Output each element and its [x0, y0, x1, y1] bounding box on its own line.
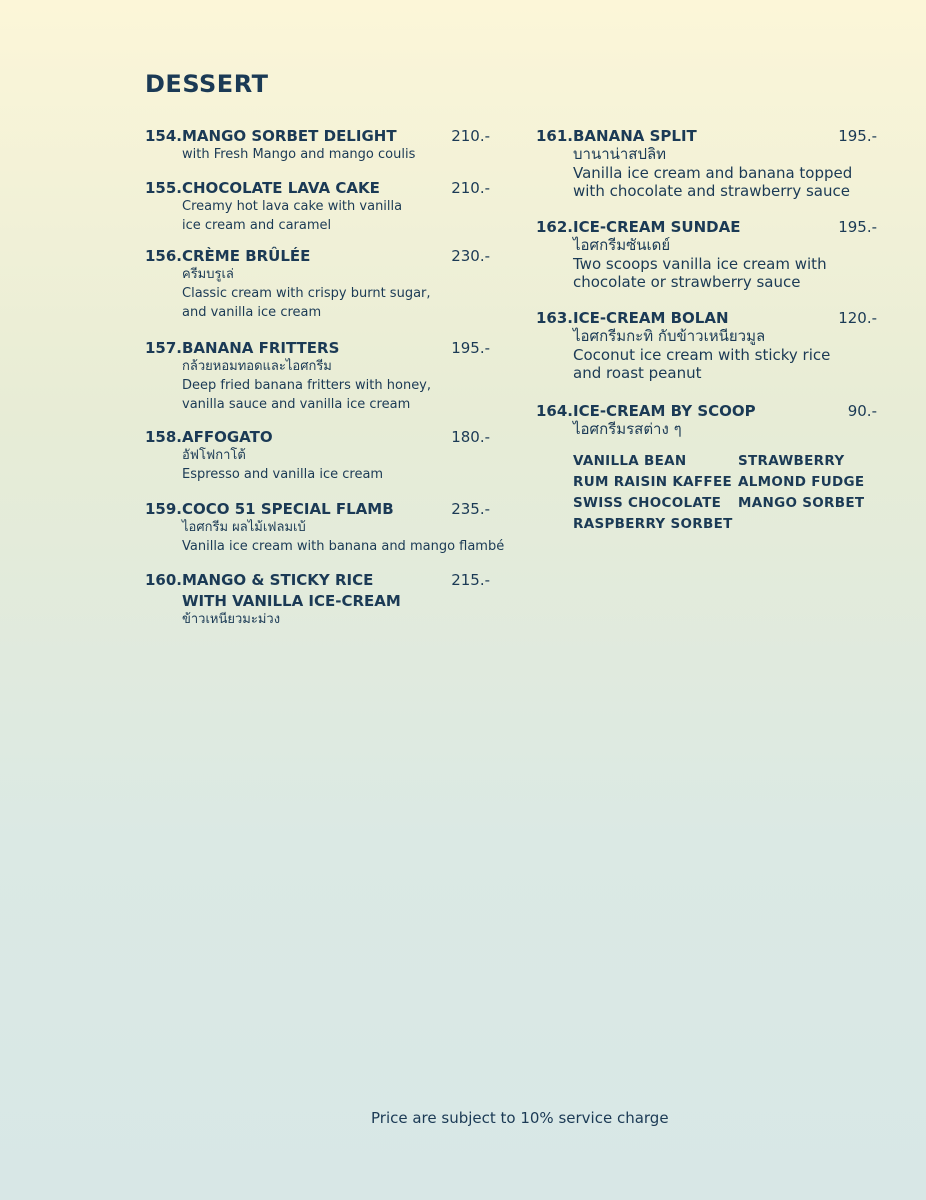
item-name: BANANA FRITTERS — [182, 339, 340, 357]
item-name: AFFOGATO — [182, 428, 273, 446]
item-number: 163. — [536, 309, 574, 327]
item-price: 195.- — [838, 127, 877, 145]
scoop-flavor: RUM RAISIN KAFFEE — [573, 474, 732, 490]
item-description-line: Two scoops vanilla ice cream with — [573, 254, 827, 273]
item-description-line: and roast peanut — [573, 364, 702, 382]
item-name: MANGO SORBET DELIGHT — [182, 127, 397, 145]
scoop-flavor: SWISS CHOCOLATE — [573, 495, 722, 511]
item-description-line: Deep fried banana fritters with honey, — [182, 378, 432, 393]
item-description-line: Vanilla ice cream and banana topped — [573, 163, 853, 182]
item-description-line: ครีมบรูเล่ — [182, 267, 234, 282]
item-description-line: with chocolate and strawberry sauce — [573, 182, 850, 200]
item-price: 180.- — [451, 428, 490, 446]
scoop-flavor: VANILLA BEAN — [573, 453, 687, 469]
item-name: CRÈME BRÛLÉE — [182, 247, 311, 265]
item-description-line: Classic cream with crispy burnt sugar, — [182, 286, 431, 301]
item-description-line: Vanilla ice cream with banana and mango flambé — [182, 539, 505, 554]
item-number: 162. — [536, 218, 574, 236]
item-number: 161. — [536, 127, 574, 145]
item-name: ICE-CREAM SUNDAE — [573, 218, 741, 236]
scoop-flavor: RASPBERRY SORBET — [573, 516, 733, 532]
item-number: 158. — [145, 428, 183, 446]
item-name-continued: WITH VANILLA ICE-CREAM — [182, 592, 401, 610]
item-description-line: บานาน่าสปลิท — [573, 145, 667, 163]
item-number: 164. — [536, 402, 574, 420]
item-description-line: กล้วยหอมทอดและไอศกรีม — [182, 359, 332, 374]
item-description-line: อัฟโฟกาโต้ — [182, 448, 246, 463]
item-description-line: ice cream and caramel — [182, 218, 332, 233]
item-name: BANANA SPLIT — [573, 127, 697, 145]
item-description-line: with Fresh Mango and mango coulis — [182, 147, 416, 162]
item-description-line: chocolate or strawberry sauce — [573, 273, 801, 291]
item-price: 215.- — [451, 571, 490, 589]
item-number: 155. — [145, 179, 183, 197]
item-description-line: ไอศกรีม ผลไม้เฟลมเบ้ — [182, 520, 306, 535]
item-description-line: vanilla sauce and vanilla ice cream — [182, 397, 411, 412]
item-number: 160. — [145, 571, 183, 589]
item-price: 195.- — [451, 339, 490, 357]
item-price: 120.- — [838, 309, 877, 327]
scoop-flavor: ALMOND FUDGE — [738, 474, 865, 490]
item-price: 230.- — [451, 247, 490, 265]
item-price: 90.- — [847, 402, 877, 420]
item-number: 157. — [145, 339, 183, 357]
item-number: 156. — [145, 247, 183, 265]
item-description-line: ไอศกรีมรสต่าง ๆ — [573, 420, 682, 438]
item-description-line: and vanilla ice cream — [182, 305, 322, 320]
scoop-flavor: MANGO SORBET — [738, 495, 865, 511]
item-price: 195.- — [838, 218, 877, 236]
item-description-line: ข้าวเหนียวมะม่วง — [182, 612, 281, 627]
item-price: 210.- — [451, 127, 490, 145]
item-number: 159. — [145, 500, 183, 518]
item-description-line: Creamy hot lava cake with vanilla — [182, 199, 403, 214]
scoop-flavor: STRAWBERRY — [738, 453, 845, 469]
item-price: 210.- — [451, 179, 490, 197]
item-description-line: ไอศกรีมซันเดย์ — [573, 236, 671, 254]
item-price: 235.- — [451, 500, 490, 518]
item-name: ICE-CREAM BOLAN — [573, 309, 729, 327]
item-description-line: Coconut ice cream with sticky rice — [573, 345, 831, 364]
item-name: ICE-CREAM BY SCOOP — [573, 402, 756, 420]
service-charge-note: Price are subject to 10% service charge — [371, 1109, 669, 1127]
item-name: COCO 51 SPECIAL FLAMB — [182, 500, 394, 518]
item-description-line: Espresso and vanilla ice cream — [182, 467, 384, 482]
item-number: 154. — [145, 127, 183, 145]
item-name: CHOCOLATE LAVA CAKE — [182, 179, 380, 197]
page-title: DESSERT — [145, 70, 269, 98]
item-description-line: ไอศกรีมกะทิ กับข้าวเหนียวมูล — [573, 327, 766, 345]
item-name: MANGO & STICKY RICE — [182, 571, 374, 589]
